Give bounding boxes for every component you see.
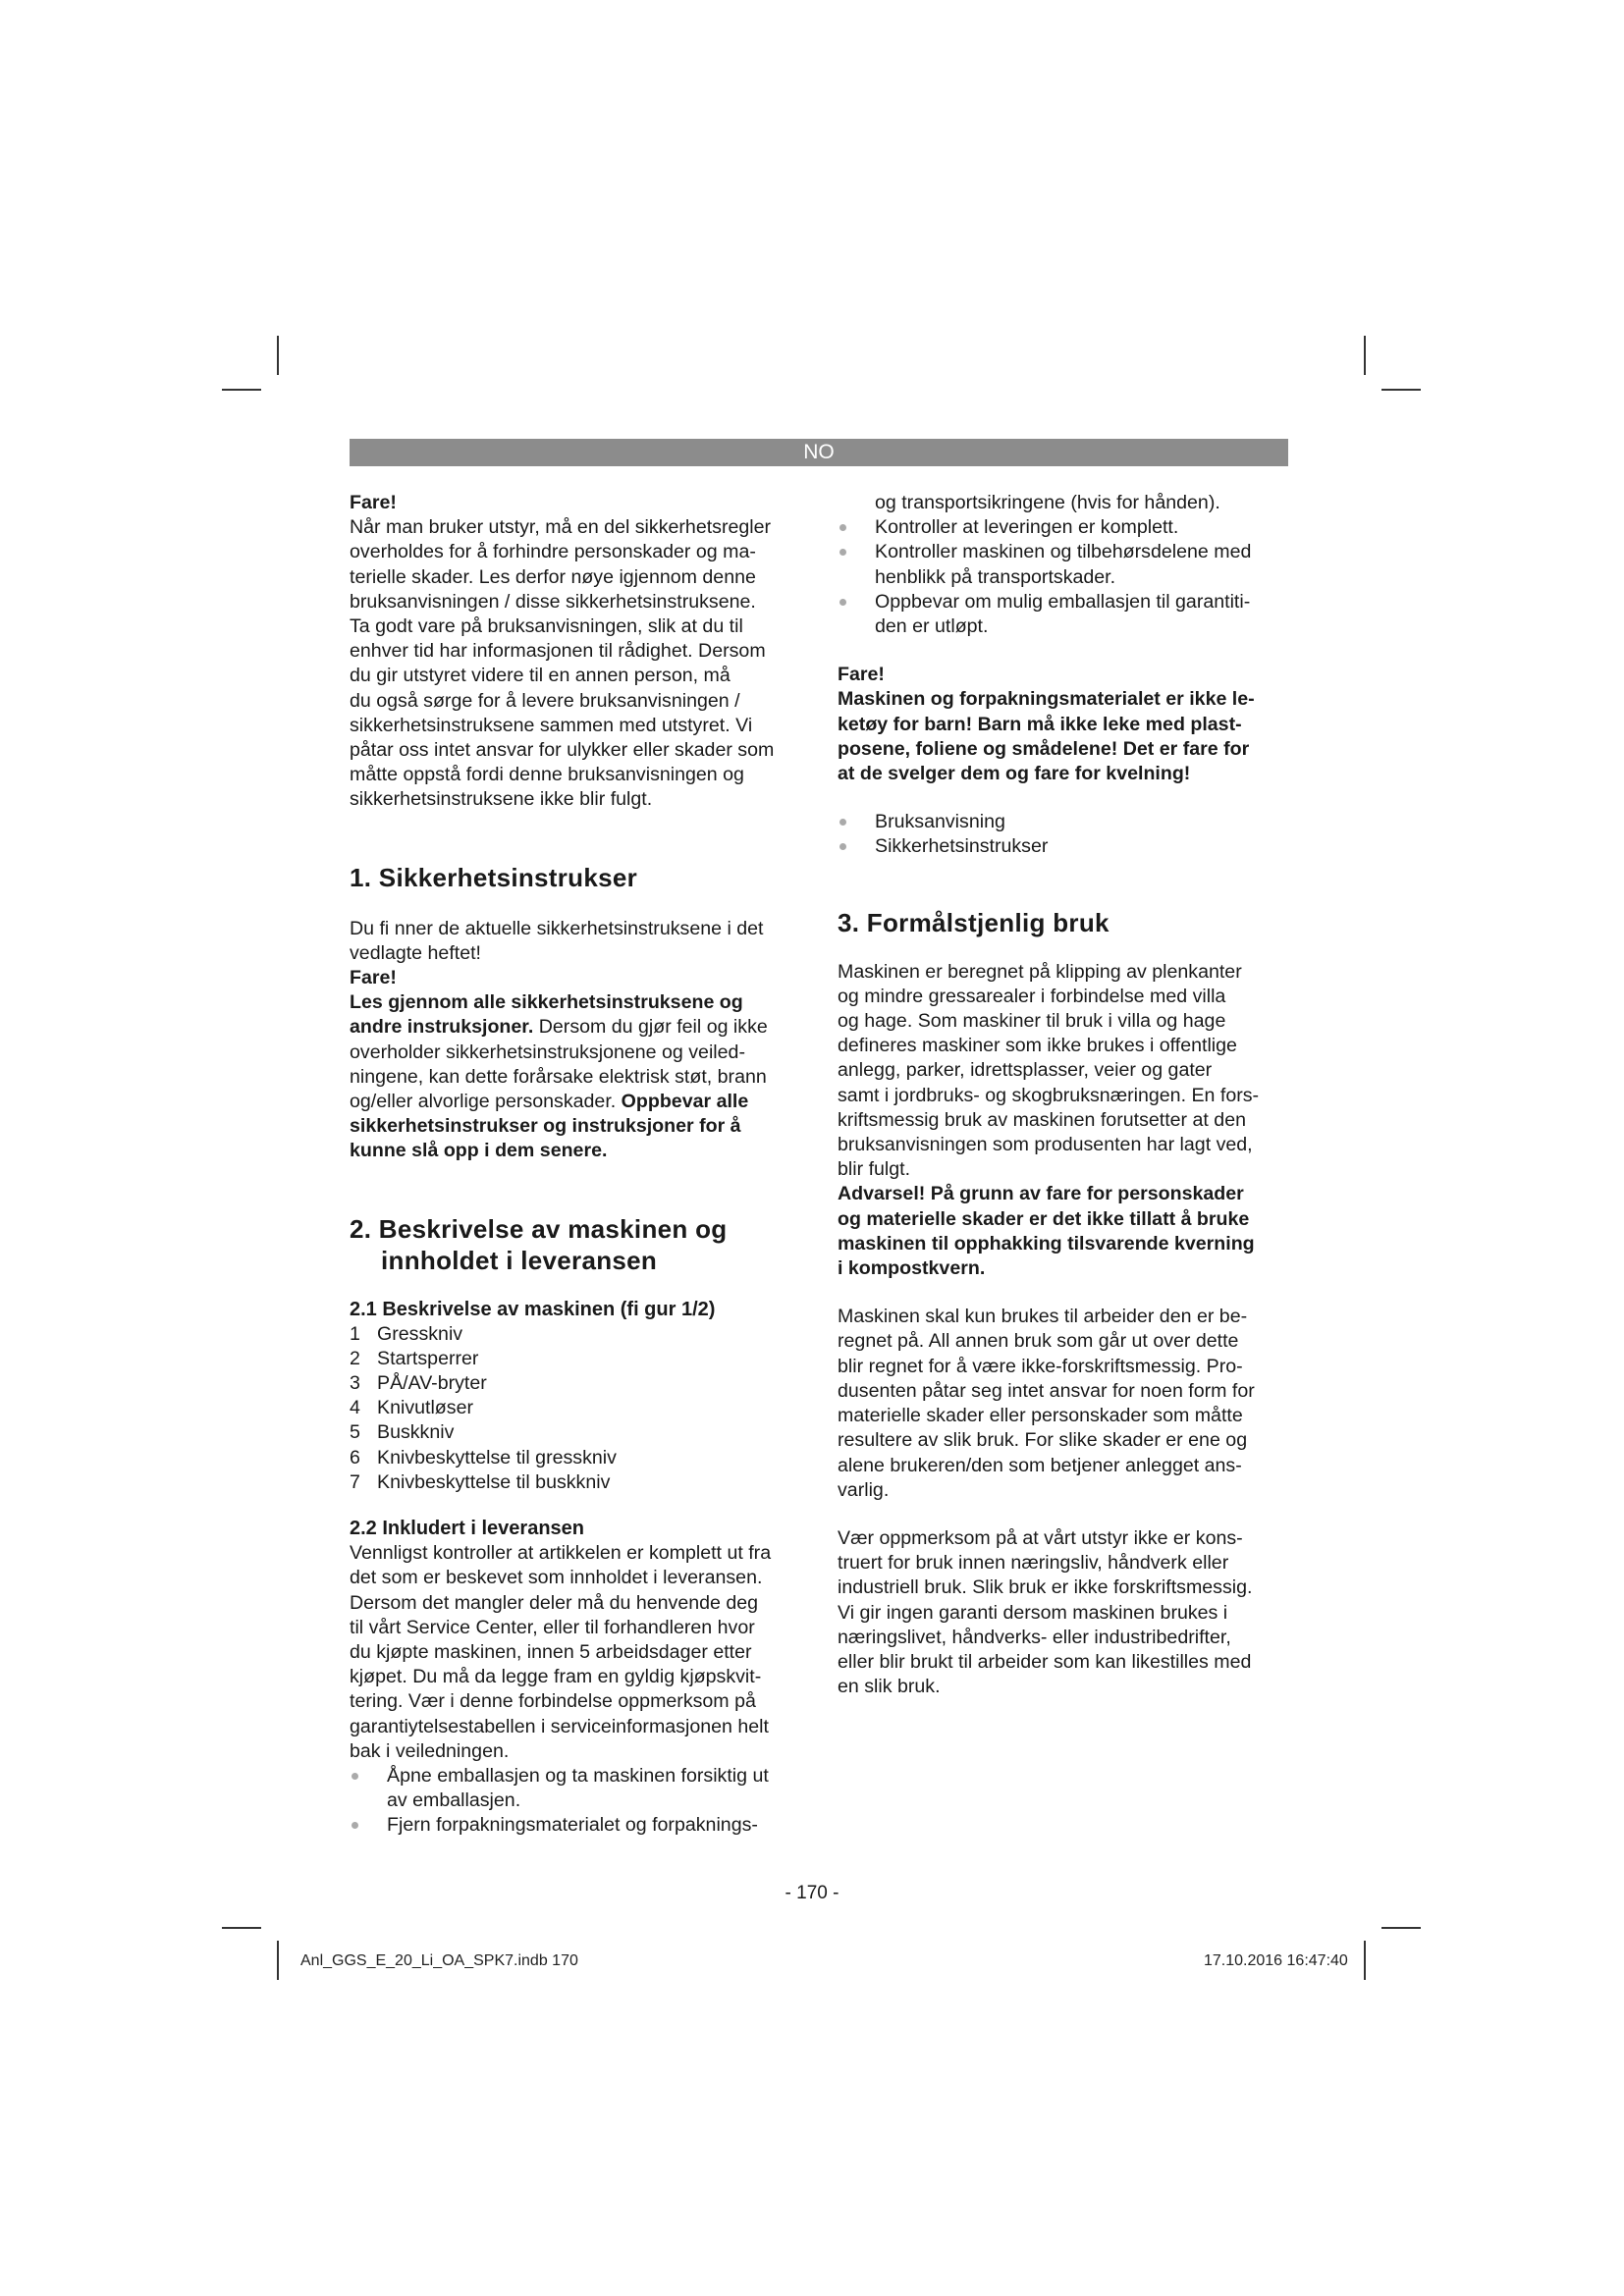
bullet-icon	[839, 599, 846, 606]
bullet-icon	[839, 549, 846, 556]
list-item: 2 Startsperrer	[350, 1347, 479, 1369]
section-2-heading: 2. Beskrivelse av maskinen og innholdet i leveransen	[350, 1213, 728, 1275]
section-3-heading: 3. Formålstjenlig bruk	[838, 907, 1110, 937]
bullet-icon	[839, 819, 846, 826]
section-3-paragraph-2: Maskinen skal kun brukes til arbeider den er be- regnet på. All annen bruk som går ut over dette blir regnet for å være ikke-forskriftsmessig. Pro- dusenten påtar seg intet ansvar for noen form for materielle skader eller personskader som måtte resultere av slik bruk. For slike skader er ene og alene brukeren/den som betjener anlegget ans- varlig.	[838, 1306, 1255, 1501]
continued-line: og transportsikringene (hvis for hånden).	[875, 492, 1220, 513]
section-1-body: Du fi nner de aktuelle sikkerhetsinstruksene i det vedlagte heftet! Fare! Les gjennom alle sikkerhetsinstruksene og andre instruksjoner. Dersom du gjør feil og ikke overholder sikkerhetsinstruksjonene og veiled- ningene, kan dette forårsake elektrisk støt, brann og/eller alvorlige personskader. Oppbevar alle sikkerhetsinstrukser og instruksjoner for å kunne slå opp i dem senere.	[350, 917, 801, 1164]
print-timestamp: 17.10.2016 16:47:40	[1204, 1952, 1348, 1969]
bullet-icon	[839, 843, 846, 850]
bullet-icon	[839, 524, 846, 531]
bullet-icon	[352, 1822, 358, 1829]
section-3-paragraph-3: Vær oppmerksom på at vårt utstyr ikke er kons- truert for bruk innen næringsliv, håndverk eller industriell bruk. Slik bruk er ikke forskriftsmessig. Vi gir ingen garanti dersom maskinen brukes i næringslivet, håndverks- eller industribedrifter, eller blir brukt til arbeider som kan likestilles med en slik bruk.	[838, 1526, 1253, 1698]
list-item: 3 PÅ/AV-bryter	[350, 1372, 487, 1395]
delivery-paragraph: Vennligst kontroller at artikkelen er komplett ut fra det som er beskevet som innholdet i leveransen. Dersom det mangler deler må du henvende deg til vårt Service Center, eller til forhandleren hvor du kjøpte maskinen, innen 5 arbeidsdager etter kjøpet. Du må da legge fram en gyldig kjøpskvit- tering. Vær i denne forbindelse oppmerksom på garantiytelsestabellen i serviceinformasjonen helt bak i veiledningen.	[350, 1542, 772, 1762]
crop-mark	[277, 336, 279, 375]
bullet-item: Kontroller at leveringen er komplett.	[838, 515, 1289, 540]
bullet-item: Sikkerhetsinstrukser	[838, 834, 1289, 859]
crop-mark	[1364, 336, 1366, 375]
list-item: 7 Knivbeskyttelse til buskkniv	[350, 1470, 611, 1493]
parts-list	[350, 1322, 801, 1495]
crop-mark	[277, 1941, 279, 1980]
right-column	[838, 491, 1289, 1699]
bullet-item: Kontroller maskinen og tilbehørsdelene med henblikk på transportskader.	[838, 540, 1289, 589]
bullet-item: Fjern forpakningsmaterialet og forpaknings-	[350, 1813, 801, 1838]
fare-heading: Fare!	[838, 664, 885, 686]
list-item: 6 Knivbeskyttelse til gresskniv	[350, 1446, 617, 1468]
list-item: 1 Gresskniv	[350, 1322, 463, 1345]
crop-mark	[222, 389, 261, 391]
fare-heading: Fare!	[350, 967, 397, 989]
bullet-item: Oppbevar om mulig emballasjen til garantiti- den er utløpt.	[838, 590, 1289, 639]
page-number: - 170 -	[785, 1883, 839, 1903]
bullet-item: Åpne emballasjen og ta maskinen forsiktig ut av emballasjen.	[350, 1764, 801, 1813]
section-3-warning: Advarsel! På grunn av fare for personskader og materielle skader er det ikke tillatt å bruke maskinen til opphakking tilsvarende kverning i kompostkvern.	[838, 1183, 1255, 1280]
crop-mark	[1381, 1927, 1421, 1929]
language-header-bar: NO	[350, 439, 1288, 466]
contents-list	[838, 810, 1289, 859]
subsection-2-1-heading: 2.1 Beskrivelse av maskinen (fi gur 1/2)	[350, 1298, 716, 1320]
section-1-heading: 1. Sikkerhetsinstrukser	[350, 862, 638, 892]
file-name: Anl_GGS_E_20_Li_OA_SPK7.indb 170	[300, 1952, 578, 1969]
fare-paragraph: Når man bruker utstyr, må en del sikkerhetsregler overholdes for å forhindre personskader og ma- terielle skader. Les derfor nøye igjennom denne bruksanvisningen / disse sikkerhetsinstruksene. Ta godt vare på bruksanvisningen, slik at du til enhver tid har informasjonen til rådighet. Dersom du gir utstyret videre til en annen person, må du også sørge for å levere bruksanvisningen / sikkerhetsinstruksene sammen med utstyret. Vi påtar oss intet ansvar for ulykker eller skader som måtte oppstå fordi denne bruksanvisningen og sikkerhetsinstruksene ikke blir fulgt.	[350, 516, 775, 811]
crop-mark	[1381, 389, 1421, 391]
bullet-icon	[352, 1773, 358, 1780]
left-column	[350, 491, 801, 1839]
crop-mark	[222, 1927, 261, 1929]
section-3-paragraph-1: Maskinen er beregnet på klipping av plenkanter og mindre gressarealer i forbindelse med villa og hage. Som maskiner til bruk i villa og hage defineres maskiner som ikke brukes i offentlige anlegg, parker, idrettsplasser, veier og gater samt i jordbruks- og skogbruksnæringen. En fors- kriftsmessig bruk av maskinen forutsetter at den bruksanvisningen som produsenten har lagt ved, blir fulgt.	[838, 960, 1260, 1181]
crop-mark	[1364, 1941, 1366, 1980]
bullet-item: Bruksanvisning	[838, 810, 1289, 834]
subsection-2-2-heading: 2.2 Inkludert i leveransen	[350, 1518, 584, 1540]
list-item: 4 Knivutløser	[350, 1397, 473, 1419]
fare-heading: Fare!	[350, 492, 397, 513]
list-item: 5 Buskkniv	[350, 1421, 455, 1444]
fare-warning-paragraph: Maskinen og forpakningsmaterialet er ikke le- ketøy for barn! Barn må ikke leke med plast- posene, foliene og smådelene! Det er fare for at de svelger dem og fare for kvelning!	[838, 688, 1255, 785]
